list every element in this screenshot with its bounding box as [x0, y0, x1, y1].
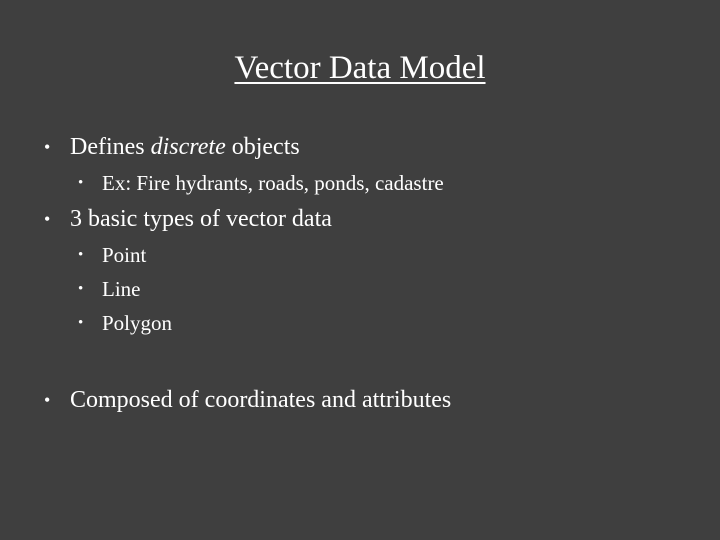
bullet-text: Line — [102, 277, 141, 301]
sub-bullet-item-point — [78, 242, 146, 268]
bullet-icon: • — [44, 390, 51, 410]
bullet-icon: • — [78, 281, 84, 297]
bullet-icon: • — [78, 247, 84, 263]
bullet-icon: • — [44, 137, 51, 157]
sub-bullet-item-examples — [78, 170, 444, 196]
bullet-text: Ex: Fire hydrants, roads, ponds, cadastre — [102, 171, 444, 195]
bullet-item-defines — [44, 132, 300, 162]
bullet-text: Polygon — [102, 311, 173, 335]
sub-bullet-item-polygon — [78, 310, 172, 336]
sub-bullet-item-line — [78, 276, 140, 302]
bullet-icon: • — [44, 209, 51, 229]
bullet-text: 3 basic types of vector data — [70, 206, 332, 232]
bullet-icon: • — [78, 315, 84, 331]
bullet-icon: • — [78, 175, 84, 191]
emphasis-text: discrete — [150, 134, 226, 160]
bullet-text: Composed of coordinates and attributes — [70, 387, 452, 413]
slide-title: Vector Data Model — [234, 50, 486, 86]
bullet-item-composed — [44, 385, 451, 415]
bullet-text: Defines discrete objects — [70, 134, 300, 160]
bullet-item-types — [44, 204, 332, 234]
bullet-text: Point — [102, 243, 147, 267]
